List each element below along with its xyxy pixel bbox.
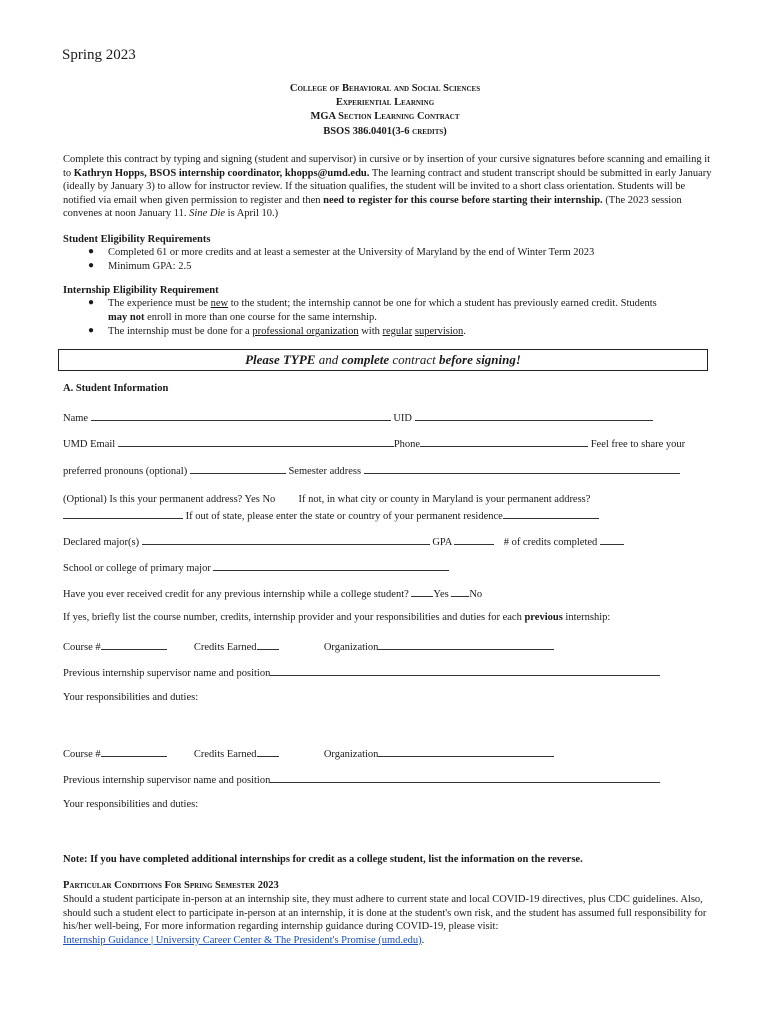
prev-supervisor-label: Previous internship supervisor name and position (63, 668, 271, 679)
gpa-field[interactable] (454, 534, 494, 545)
prev-supervisor-label: Previous internship supervisor name and position (63, 775, 271, 786)
internship-req-item-2: The internship must be done for a professional organization with regular supervision. (108, 326, 466, 337)
maryland-county-field[interactable] (63, 508, 183, 519)
yes-label: Yes (433, 589, 449, 600)
intro-text-1: Complete this contract by typing and signing (student and supervisor) in cursive or by insertion of your cursive signatures before scanning and emailing it to (63, 154, 711, 179)
phone-label: Phone (393, 439, 421, 450)
pronouns-label: preferred pronouns (optional) (63, 466, 188, 477)
majors-row (63, 534, 624, 548)
gpa-label: GPA (432, 537, 452, 548)
semester-address-field[interactable] (364, 463, 680, 474)
majors-field[interactable] (142, 534, 430, 545)
prev-credit-no-field[interactable] (451, 586, 469, 597)
prev-supervisor-2-row (63, 772, 660, 786)
prev-supervisor-field[interactable] (270, 772, 660, 783)
program-title: Experiential Learning (335, 97, 435, 108)
if-yes-row: If yes, briefly list the course number, credits, internship provider and your responsibilities and duties for each previous internship: (63, 612, 611, 623)
coordinator-contact: Kathryn Hopps, BSOS internship coordinator, khopps@umd.edu. (73, 167, 370, 179)
intro-text-2: The learning contract and student transcript should be submitted in early January (ideally by January 3) to allow for instructor review. If the situation qualifies, the student will be invited to a short class orientation. Students will be notified via email when given permission to register and then (63, 167, 712, 206)
organization-field[interactable] (378, 746, 554, 757)
credits-earned-field[interactable] (257, 639, 279, 650)
intro-paragraph (63, 153, 713, 221)
credits-completed-field[interactable] (600, 534, 624, 545)
majors-label: Declared major(s) (63, 537, 140, 548)
bullet-icon: ● (88, 325, 95, 336)
name-row (63, 410, 653, 424)
prev-internship-1-row (63, 639, 554, 653)
prev-credit-row (63, 586, 482, 600)
course-title (0, 126, 770, 137)
credits-earned-label: Credits Earned (193, 749, 257, 760)
uid-label: UID (393, 413, 412, 424)
maryland-county-question: If not, in what city or county in Maryland is your permanent address? (298, 494, 591, 505)
uid-field[interactable] (415, 410, 653, 421)
pronouns-field[interactable] (190, 463, 286, 474)
responsibilities-1-label: Your responsibilities and duties: (63, 692, 199, 703)
out-of-state-label: If out of state, please enter the state or country of your permanent residence (185, 511, 503, 522)
contract-title: MGA Section Learning Contract (310, 111, 460, 122)
conditions-body: Should a student participate in-person at an internship site, they must adhere to current state and local COVID-19 directives, plus CDC guidelines. Also, should such a student elect to participate in-person at an internship, it is done at the student's own risk, and the student has assumed full responsibility for his/her well-being, For more information regarding internship guidance during COVID-19, please visit: Internship Guidance | University Career Center & The President's Promise (umd.edu). (63, 894, 707, 946)
share-text: Feel free to share your (590, 439, 686, 450)
credits-completed-label: # of credits completed (503, 537, 598, 548)
internship-req-item-1: The experience must be new to the student; the internship cannot be one for which a student has previously earned credit. Students (108, 298, 657, 309)
email-field[interactable] (118, 436, 394, 447)
credits-earned-label: Credits Earned (193, 642, 257, 653)
out-of-state-row (63, 508, 599, 522)
internship-req-title: Internship Eligibility Requirement (63, 285, 219, 296)
eligibility-title: Student Eligibility Requirements (63, 234, 211, 245)
prev-credit-yes-field[interactable] (411, 586, 433, 597)
eligibility-item-1: Completed 61 or more credits and at least a semester at the University of Maryland by the end of Winter Term 2023 (108, 247, 595, 258)
register-warning: need to register for this course before starting their internship. (323, 194, 603, 206)
semester-label: Spring 2023 (62, 47, 136, 63)
permanent-address-question: (Optional) Is this your permanent address? Yes No (63, 494, 276, 505)
responsibilities-2-label: Your responsibilities and duties: (63, 799, 199, 810)
prev-supervisor-field[interactable] (270, 665, 660, 676)
course-num-label: Course # (63, 749, 101, 760)
course-num-field[interactable] (101, 639, 167, 650)
school-row (63, 560, 449, 574)
intro-text-4: is April 10.) (225, 208, 279, 220)
email-row (63, 436, 685, 450)
prev-supervisor-1-row (63, 665, 660, 679)
type-complete-banner: Please TYPE and complete contract before signing! (58, 349, 708, 371)
course-code: BSOS 386.0401(3-6 credits) (323, 126, 447, 137)
prev-credit-question: Have you ever received credit for any previous internship while a college student? (63, 589, 409, 600)
school-label: School or college of primary major (63, 563, 211, 574)
internship-guidance-link[interactable]: Internship Guidance | University Career Center & The President's Promise (umd.edu) (63, 934, 422, 946)
out-of-state-field[interactable] (503, 508, 599, 519)
internship-req-item-1-cont: may not enroll in more than one course for the same internship. (108, 312, 377, 323)
pronouns-row (63, 463, 680, 477)
name-field[interactable] (91, 410, 391, 421)
sine-die: Sine Die (189, 208, 226, 220)
organization-label: Organization (323, 749, 379, 760)
conditions-title: Particular Conditions For Spring Semester 2023 (63, 880, 279, 891)
bullet-icon: ● (88, 260, 95, 271)
bullet-icon: ● (88, 297, 95, 308)
name-label: Name (63, 413, 89, 424)
permanent-address-row (63, 494, 590, 505)
course-num-field[interactable] (101, 746, 167, 757)
intro-text-3: (The 2023 session convenes at noon January 11. (63, 194, 682, 220)
no-label: No (469, 589, 483, 600)
organization-label: Organization (323, 642, 379, 653)
school-field[interactable] (213, 560, 449, 571)
phone-field[interactable] (420, 436, 588, 447)
course-num-label: Course # (63, 642, 101, 653)
semester-address-label: Semester address (288, 466, 362, 477)
eligibility-item-2: Minimum GPA: 2.5 (108, 261, 192, 272)
reverse-note: Note: If you have completed additional internships for credit as a college student, list the information on the reverse. (63, 854, 583, 865)
bullet-icon: ● (88, 246, 95, 257)
college-title: College of Behavioral and Social Sciences (289, 83, 481, 94)
credits-earned-field[interactable] (257, 746, 279, 757)
organization-field[interactable] (378, 639, 554, 650)
prev-internship-2-row (63, 746, 554, 760)
section-a-title: A. Student Information (63, 383, 169, 394)
email-label: UMD Email (63, 439, 116, 450)
